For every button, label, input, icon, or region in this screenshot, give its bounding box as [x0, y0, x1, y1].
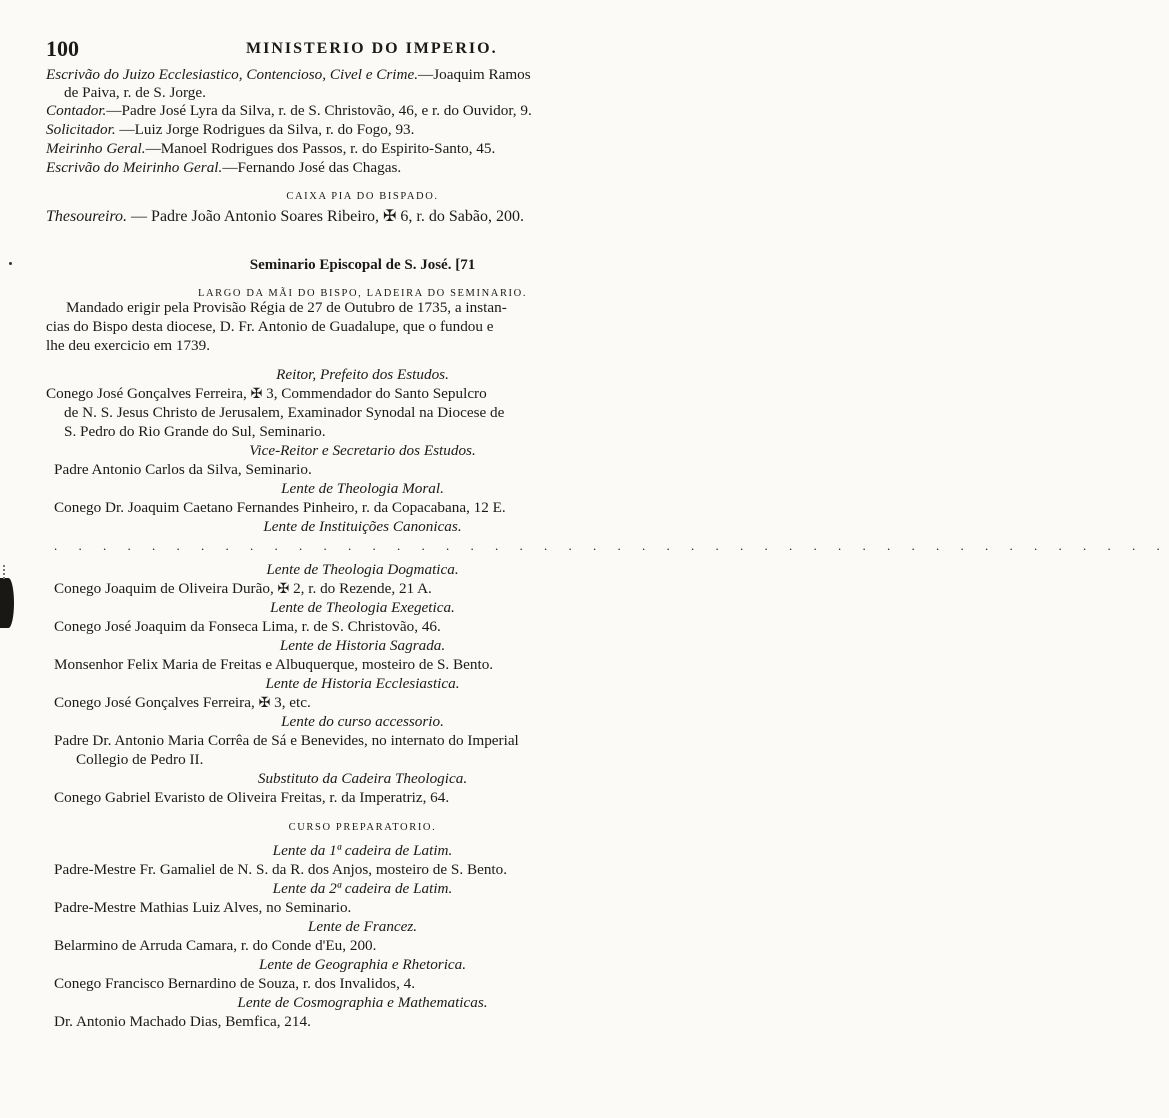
- cross-icon: ✠: [258, 696, 271, 711]
- heading-substituto: Substituto da Cadeira Theologica.: [257, 770, 468, 787]
- section-seminario-title: Seminario Episcopal de S. José. [71: [249, 257, 476, 273]
- heading-theologia-dogmatica: Lente de Theologia Dogmatica.: [266, 561, 459, 578]
- entry-latim-1: Padre-Mestre Fr. Gamaliel de N. S. da R. dos Anjos, mosteiro de S. Bento.: [54, 861, 508, 878]
- binding-speckles: [3, 565, 17, 579]
- entry-theologia-dogmatica: Conego Joaquim de Oliveira Durão, ✠ 2, r. do Rezende, 21 A.: [54, 580, 432, 597]
- seminario-para-3: lhe deu exercicio em 1739.: [46, 337, 211, 354]
- entry-contador: Contador.—Padre José Lyra da Silva, r. de S. Christovão, 46, e r. do Ouvidor, 9.: [46, 102, 532, 119]
- entry-solicitador: Solicitador. —Luiz Jorge Rodrigues da Silva, r. do Fogo, 93.: [46, 121, 415, 138]
- entry-escrivao-juizo: Escrivão do Juizo Ecclesiastico, Contencioso, Civel e Crime.—Joaquim Ramos: [46, 66, 531, 83]
- entry-latim-2: Padre-Mestre Mathias Luiz Alves, no Seminario.: [54, 899, 352, 916]
- running-title: MINISTERIO DO IMPERIO.: [246, 40, 498, 57]
- entry-thesoureiro: Thesoureiro. — Padre João Antonio Soares Ribeiro, ✠ 6, r. do Sabão, 200.: [46, 208, 524, 225]
- heading-curso-accessorio: Lente do curso accessorio.: [281, 713, 444, 730]
- heading-latim-2: Lente da 2ª cadeira de Latim.: [272, 880, 453, 897]
- entry-francez: Belarmino de Arruda Camara, r. do Conde d'Eu, 200.: [54, 937, 377, 954]
- seminario-para-1: Mandado erigir pela Provisão Régia de 27 de Outubro de 1735, a instan-: [66, 299, 507, 316]
- heading-francez: Lente de Francez.: [307, 918, 418, 935]
- entry-escrivao-juizo-cont: de Paiva, r. de S. Jorge.: [64, 84, 206, 101]
- entry-theologia-exegetica: Conego José Joaquim da Fonseca Lima, r. de S. Christovão, 46.: [54, 618, 441, 635]
- section-caixa-pia: CAIXA PIA DO BISPADO.: [286, 191, 439, 202]
- entry-curso-accessorio: Padre Dr. Antonio Maria Corrêa de Sá e Benevides, no internato do Imperial: [54, 732, 519, 749]
- entry-theologia-moral: Conego Dr. Joaquim Caetano Fernandes Pinheiro, r. da Copacabana, 12 E.: [54, 499, 506, 516]
- entry-escrivao-meirinho: Escrivão do Meirinho Geral.—Fernando José das Chagas.: [46, 159, 402, 176]
- entry-cosmographia: Dr. Antonio Machado Dias, Bemfica, 214.: [54, 1013, 311, 1030]
- heading-theologia-exegetica: Lente de Theologia Exegetica.: [270, 599, 455, 616]
- entry-historia-ecclesiastica: Conego José Gonçalves Ferreira, ✠ 3, etc.: [54, 694, 311, 711]
- seminario-address: LARGO DA MÃI DO BISPO, LADEIRA DO SEMINARIO.: [197, 288, 528, 299]
- heading-reitor: Reitor, Prefeito dos Estudos.: [276, 366, 449, 383]
- page-header: [46, 36, 676, 66]
- heading-geographia: Lente de Geographia e Rhetorica.: [258, 956, 467, 973]
- entry-geographia: Conego Francisco Bernardino de Souza, r. dos Invalidos, 4.: [54, 975, 416, 992]
- entry-historia-sagrada: Monsenhor Felix Maria de Freitas e Albuquerque, mosteiro de S. Bento.: [54, 656, 494, 673]
- heading-historia-ecclesiastica: Lente de Historia Ecclesiastica.: [265, 675, 460, 692]
- ink-speck: [9, 262, 12, 265]
- heading-historia-sagrada: Lente de Historia Sagrada.: [279, 637, 446, 654]
- entry-reitor-cont-2: S. Pedro do Rio Grande do Sul, Seminario.: [64, 423, 326, 440]
- binding-mark: [0, 578, 14, 628]
- entry-vice-reitor: Padre Antonio Carlos da Silva, Seminario.: [54, 461, 312, 478]
- heading-vice-reitor: Vice-Reitor e Secretario dos Estudos.: [249, 442, 476, 459]
- cross-icon: ✠: [277, 582, 290, 597]
- cross-icon: ✠: [250, 387, 263, 402]
- heading-latim-1: Lente da 1ª cadeira de Latim.: [272, 842, 453, 859]
- entry-meirinho: Meirinho Geral.—Manoel Rodrigues dos Passos, r. do Espirito-Santo, 45.: [46, 140, 496, 157]
- entry-curso-accessorio-cont: Collegio de Pedro II.: [76, 751, 204, 768]
- heading-cosmographia: Lente de Cosmographia e Mathematicas.: [237, 994, 488, 1011]
- entry-reitor: Conego José Gonçalves Ferreira, ✠ 3, Commendador do Santo Sepulcro: [46, 385, 487, 402]
- entry-substituto: Conego Gabriel Evaristo de Oliveira Freitas, r. da Imperatriz, 64.: [54, 789, 450, 806]
- vacancy-dots: . . . . . . . . . . . . . . . . . . . . . . . . . . . . . . . . . . . . . . . . . . . . . .: [54, 538, 1169, 553]
- seminario-para-2: cias do Bispo desta diocese, D. Fr. Antonio de Guadalupe, que o fundou e: [46, 318, 494, 335]
- commendation-icon: ✠: [383, 208, 397, 225]
- heading-instituicoes: Lente de Instituições Canonicas.: [263, 518, 462, 535]
- heading-theologia-moral: Lente de Theologia Moral.: [281, 480, 444, 497]
- page-number: 100: [46, 36, 79, 61]
- section-curso-preparatorio: CURSO PREPARATORIO.: [288, 822, 437, 833]
- entry-reitor-cont-1: de N. S. Jesus Christo de Jerusalem, Examinador Synodal na Diocese de: [64, 404, 505, 421]
